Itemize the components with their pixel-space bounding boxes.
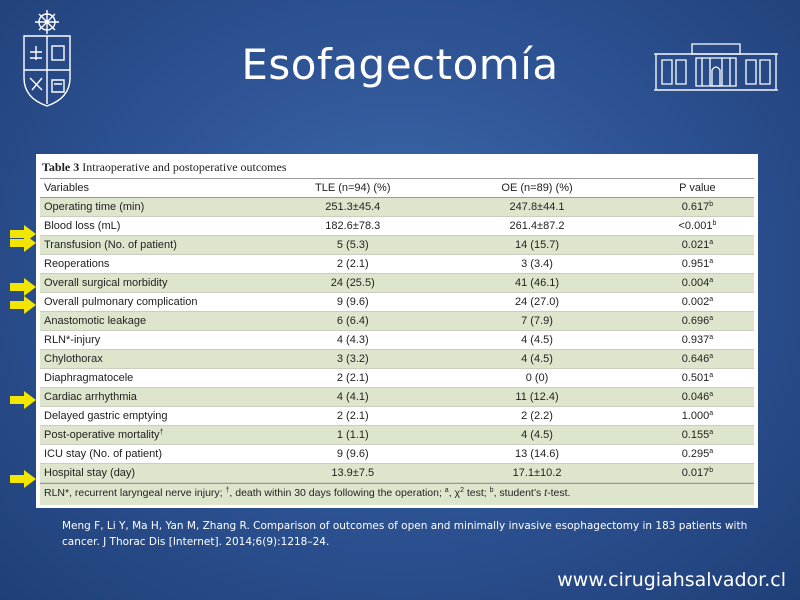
cell-oe <box>433 293 641 312</box>
p-value-superscript: a <box>709 391 714 398</box>
cell-variable-text: Post-operative mortality <box>44 429 160 441</box>
cell-p-value <box>641 198 754 217</box>
cell-variable <box>40 407 272 426</box>
header-tle: TLE (n=94) (%) <box>272 179 433 198</box>
cell-tle <box>272 426 433 445</box>
cell-p-value <box>641 331 754 350</box>
p-value-superscript: b <box>712 220 717 227</box>
cell-tle-text: 4 (4.1) <box>336 391 369 403</box>
cell-variable-text: Blood loss (mL) <box>44 220 121 232</box>
cell-p-value <box>641 350 754 369</box>
p-value-superscript: b <box>709 201 714 208</box>
cell-variable-text: Transfusion (No. of patient) <box>44 239 177 251</box>
cell-oe <box>433 217 641 236</box>
cell-oe <box>433 350 641 369</box>
cell-variable <box>40 217 272 236</box>
cell-p-value-text: 0.501 <box>681 372 710 384</box>
cell-oe-text: 2 (2.2) <box>521 410 553 422</box>
cell-oe-text: 3 (3.4) <box>521 258 553 270</box>
cell-oe <box>433 445 641 464</box>
p-value-superscript: a <box>709 429 714 436</box>
table-row <box>40 350 754 369</box>
cell-tle <box>272 445 433 464</box>
p-value-superscript: a <box>709 353 714 360</box>
arrow-right-icon <box>10 296 36 314</box>
table-row <box>40 293 754 312</box>
cell-oe-text: 247.8±44.1 <box>509 201 565 213</box>
cell-variable-text: Cardiac arrhythmia <box>44 391 137 403</box>
cell-tle-text: 5 (5.3) <box>336 239 369 251</box>
cell-tle-text: 9 (9.6) <box>336 296 369 308</box>
website-url: www.cirugiahsalvador.cl <box>557 569 786 591</box>
cell-tle <box>272 293 433 312</box>
cell-variable <box>40 198 272 217</box>
cell-oe <box>433 312 641 331</box>
cell-p-value <box>641 388 754 407</box>
cell-variable-text: Operating time (min) <box>44 201 145 213</box>
p-value-superscript: a <box>709 239 714 246</box>
cell-variable <box>40 426 272 445</box>
cell-variable-text: Overall pulmonary complication <box>44 296 198 308</box>
cell-tle <box>272 350 433 369</box>
table-row <box>40 217 754 236</box>
cell-oe <box>433 236 641 255</box>
cell-p-value-text: 0.155 <box>681 429 710 441</box>
cell-variable-text: Delayed gastric emptying <box>44 410 168 422</box>
cell-tle <box>272 331 433 350</box>
cell-tle-text: 13.9±7.5 <box>331 467 375 479</box>
cell-oe <box>433 331 641 350</box>
cell-oe-text: 14 (15.7) <box>515 239 560 251</box>
cell-tle <box>272 236 433 255</box>
cell-oe <box>433 407 641 426</box>
arrow-right-icon <box>10 234 36 252</box>
table-row <box>40 445 754 464</box>
cell-variable-text: RLN*-injury <box>44 334 101 346</box>
cell-tle-text: 251.3±45.4 <box>325 201 381 213</box>
cell-variable <box>40 255 272 274</box>
cell-oe-text: 0 (0) <box>525 372 549 384</box>
table-row <box>40 312 754 331</box>
cell-p-value-text: 1.000 <box>681 410 710 422</box>
cell-oe-text: 4 (4.5) <box>521 429 553 441</box>
cell-oe <box>433 198 641 217</box>
table-row <box>40 407 754 426</box>
p-value-superscript: a <box>709 258 714 265</box>
cell-variable-text: ICU stay (No. of patient) <box>44 448 162 460</box>
table-row <box>40 331 754 350</box>
cell-p-value <box>641 312 754 331</box>
cell-p-value-text: 0.951 <box>681 258 710 270</box>
p-value-superscript: b <box>709 467 714 474</box>
cell-p-value-text: 0.002 <box>681 296 710 308</box>
cell-oe-text: 24 (27.0) <box>515 296 560 308</box>
cell-oe <box>433 274 641 293</box>
header-variables: Variables <box>40 179 272 198</box>
cell-oe <box>433 388 641 407</box>
cell-variable-text: Hospital stay (day) <box>44 467 136 479</box>
cell-variable <box>40 388 272 407</box>
cell-tle <box>272 407 433 426</box>
cell-variable <box>40 445 272 464</box>
cell-tle <box>272 464 433 483</box>
cell-oe-text: 11 (12.4) <box>515 391 559 403</box>
cell-p-value-text: 0.021 <box>681 239 710 251</box>
cell-variable-text: Chylothorax <box>44 353 103 365</box>
cell-p-value-text: 0.617 <box>681 201 710 213</box>
cell-variable <box>40 331 272 350</box>
cell-oe-text: 13 (14.6) <box>515 448 560 460</box>
outcomes-table-panel <box>36 154 758 508</box>
table-caption <box>40 158 754 178</box>
table-row <box>40 369 754 388</box>
cell-p-value-text: 0.295 <box>681 448 710 460</box>
cell-p-value-text: 0.696 <box>681 315 710 327</box>
cell-p-value <box>641 369 754 388</box>
cell-tle-text: 24 (25.5) <box>330 277 375 289</box>
cell-variable <box>40 350 272 369</box>
arrow-right-icon <box>10 470 36 488</box>
p-value-superscript: a <box>709 448 714 455</box>
cell-p-value <box>641 445 754 464</box>
cell-tle-text: 6 (6.4) <box>336 315 369 327</box>
cell-oe <box>433 369 641 388</box>
cell-p-value-text: 0.646 <box>681 353 710 365</box>
cell-variable-text: Anastomotic leakage <box>44 315 147 327</box>
cell-tle <box>272 312 433 331</box>
cell-p-value <box>641 274 754 293</box>
table-row <box>40 198 754 217</box>
cell-p-value <box>641 407 754 426</box>
p-value-superscript: a <box>709 296 714 303</box>
cell-variable <box>40 236 272 255</box>
cell-variable-text: Overall surgical morbidity <box>44 277 168 289</box>
cell-variable-text: Reoperations <box>44 258 110 270</box>
variable-superscript: † <box>159 429 164 436</box>
cell-p-value <box>641 255 754 274</box>
cell-variable <box>40 369 272 388</box>
cell-oe <box>433 464 641 483</box>
table-caption-text: Intraoperative and postoperative outcomes <box>79 160 287 174</box>
table-caption-number: Table 3 <box>42 160 80 174</box>
cell-tle <box>272 217 433 236</box>
cell-p-value <box>641 293 754 312</box>
cell-variable <box>40 274 272 293</box>
cell-oe-text: 7 (7.9) <box>521 315 553 327</box>
citation: Meng F, Li Y, Ma H, Yan M, Zhang R. Comparison of outcomes of open and minimally invasive esophagectomy in 183 patients with cancer. J Thorac Dis [Internet]. 2014;6(9):1218–24. <box>62 520 748 548</box>
cell-oe-text: 41 (46.1) <box>515 277 560 289</box>
cell-tle-text: 2 (2.1) <box>336 258 369 270</box>
cell-variable <box>40 312 272 331</box>
cell-variable-text: Diaphragmatocele <box>44 372 134 384</box>
cell-p-value-text: 0.004 <box>681 277 710 289</box>
p-value-superscript: a <box>709 334 714 341</box>
cell-variable <box>40 464 272 483</box>
cell-oe <box>433 255 641 274</box>
cell-p-value-text: 0.017 <box>681 467 710 479</box>
cell-tle-text: 2 (2.1) <box>336 372 369 384</box>
cell-tle <box>272 198 433 217</box>
table-row <box>40 274 754 293</box>
cell-tle-text: 1 (1.1) <box>336 429 369 441</box>
cell-tle <box>272 274 433 293</box>
p-value-superscript: a <box>709 315 714 322</box>
table-row <box>40 426 754 445</box>
table-footnote: RLN*, recurrent laryngeal nerve injury; †, death within 30 days following the operation; $^a$, $\chi^2$ test; $^b$, student’s t-test. <box>40 483 754 505</box>
cell-oe-text: 17.1±10.2 <box>512 467 562 479</box>
p-value-superscript: a <box>709 372 714 379</box>
cell-tle-text: 3 (3.2) <box>336 353 369 365</box>
cell-p-value <box>641 217 754 236</box>
table-row <box>40 236 754 255</box>
cell-oe <box>433 426 641 445</box>
cell-oe-text: 4 (4.5) <box>521 334 553 346</box>
cell-tle-text: 4 (4.3) <box>336 334 369 346</box>
table-header-row <box>40 179 754 198</box>
table-row <box>40 464 754 483</box>
cell-tle <box>272 255 433 274</box>
cell-tle <box>272 369 433 388</box>
cell-tle <box>272 388 433 407</box>
cell-p-value <box>641 464 754 483</box>
header-p-value: P value <box>641 179 754 198</box>
arrow-right-icon <box>10 278 36 296</box>
outcomes-table <box>40 178 754 483</box>
p-value-superscript: a <box>709 410 714 417</box>
cell-oe-text: 4 (4.5) <box>521 353 553 365</box>
cell-p-value <box>641 236 754 255</box>
cell-p-value-text: 0.046 <box>681 391 710 403</box>
cell-p-value <box>641 426 754 445</box>
cell-tle-text: 9 (9.6) <box>336 448 369 460</box>
table-row <box>40 255 754 274</box>
cell-tle-text: 2 (2.1) <box>336 410 369 422</box>
arrow-right-icon <box>10 391 36 409</box>
header-oe: OE (n=89) (%) <box>433 179 641 198</box>
cell-tle-text: 182.6±78.3 <box>325 220 381 232</box>
cell-p-value-text: 0.937 <box>681 334 710 346</box>
table-row <box>40 388 754 407</box>
p-value-superscript: a <box>709 277 714 284</box>
cell-p-value-text: <0.001 <box>678 220 713 232</box>
cell-oe-text: 261.4±87.2 <box>509 220 565 232</box>
slide-title: Esofagectomía <box>241 40 559 89</box>
cell-variable <box>40 293 272 312</box>
